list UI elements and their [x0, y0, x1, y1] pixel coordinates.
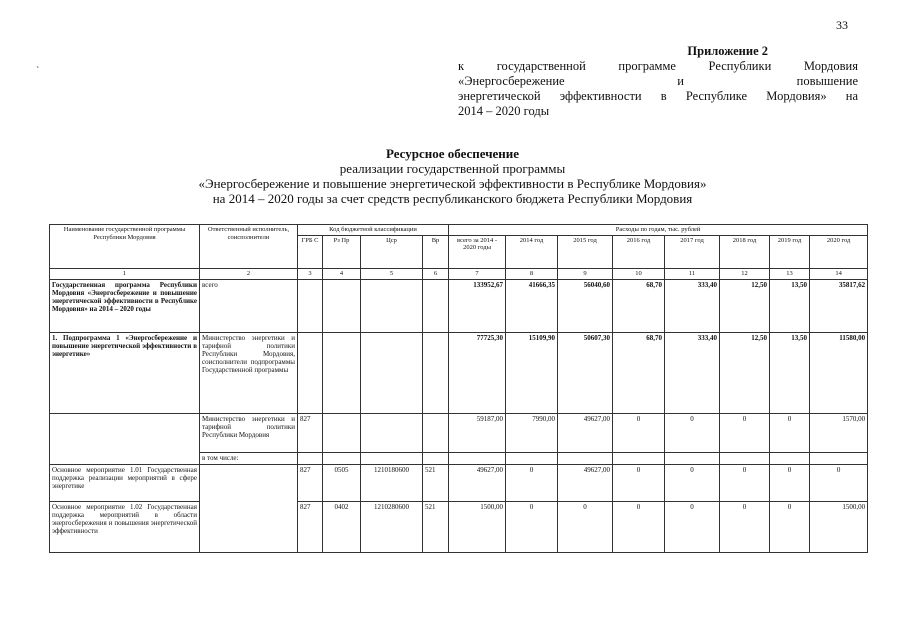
table-row-program: [50, 279, 868, 332]
header-year: 2014 год: [506, 235, 558, 268]
title-line: реализации государственной программы: [339, 161, 566, 176]
cell-empty: [720, 452, 770, 464]
cell-vr: [423, 413, 449, 452]
cell-empty: [298, 452, 323, 464]
table-row-subprogram: [50, 332, 868, 413]
page-number: 33: [836, 18, 848, 32]
cell-grbs: [298, 332, 323, 413]
cell-year: 0: [770, 464, 810, 501]
table-row-activity: [50, 464, 868, 501]
cell-grbs: 827: [298, 413, 323, 452]
cell-year: 0: [770, 413, 810, 452]
cell-year: 1570,00: [810, 413, 868, 452]
header-year: 2016 год: [613, 235, 665, 268]
column-number: 2: [200, 268, 298, 279]
cell-year: 13,50: [770, 279, 810, 332]
header-year: 2020 год: [810, 235, 868, 268]
column-number: 6: [423, 268, 449, 279]
cell-year: 0: [810, 464, 868, 501]
cell-empty: [449, 452, 506, 464]
column-number: 3: [298, 268, 323, 279]
column-number: 11: [665, 268, 720, 279]
header-year: 2018 год: [720, 235, 770, 268]
appendix-line: к государственной программе Республики Мордовия: [458, 59, 858, 73]
cell-year: 0: [720, 501, 770, 552]
cell-total: 1500,00: [449, 501, 506, 552]
cell-empty: [323, 452, 361, 464]
cell-year: 1500,00: [810, 501, 868, 552]
column-number: 4: [323, 268, 361, 279]
cell-grbs: 827: [298, 501, 323, 552]
cell-name: 1. Подпрограмма 1 «Энергосбережение и повышение энергетической эффективности в энергетике»: [50, 332, 200, 413]
cell-year: 12,50: [720, 332, 770, 413]
cell-name: Основное мероприятие 1.02 Государственная поддержка мероприятий в области энергосбережения и повышения энергетической эффективности: [50, 501, 200, 552]
cell-empty: [613, 452, 665, 464]
cell-year: 0: [613, 464, 665, 501]
cell-year: 56040,60: [558, 279, 613, 332]
resource-table: [49, 224, 868, 553]
cell-empty: [665, 452, 720, 464]
cell-year: 49627,00: [558, 464, 613, 501]
table-row-ministry: [50, 413, 868, 452]
header-year: 2017 год: [665, 235, 720, 268]
cell-rzpr: [323, 332, 361, 413]
cell-vr: [423, 279, 449, 332]
header-total: всего за 2014 - 2020 годы: [449, 235, 506, 268]
cell-rzpr: [323, 279, 361, 332]
cell-including: в том числе:: [200, 452, 298, 464]
cell-grbs: [298, 279, 323, 332]
header-grbs: ГРБ С: [298, 235, 323, 268]
cell-executor: Министерство энергетики и тарифной политики Республики Мордовия: [200, 413, 298, 452]
cell-vr: 521: [423, 464, 449, 501]
header-csr: Цср: [361, 235, 423, 268]
cell-year: 68,70: [613, 279, 665, 332]
cell-csr: [361, 279, 423, 332]
cell-year: 41666,35: [506, 279, 558, 332]
cell-year: 0: [720, 413, 770, 452]
cell-empty: [810, 452, 868, 464]
cell-csr: [361, 332, 423, 413]
cell-rzpr: [323, 413, 361, 452]
cell-empty: [506, 452, 558, 464]
cell-year: 15109,90: [506, 332, 558, 413]
column-number: 7: [449, 268, 506, 279]
cell-year: 0: [613, 501, 665, 552]
title-line: на 2014 – 2020 годы за счет средств республиканского бюджета Республики Мордовия: [212, 191, 693, 206]
cell-year: 0: [613, 413, 665, 452]
cell-year: 0: [665, 464, 720, 501]
cell-executor: Министерство энергетики и тарифной политики Республики Мордовия, соисполнители подпрограммы Государственной программы: [200, 332, 298, 413]
header-budget-code: Код бюджетной классификации: [298, 225, 449, 236]
cell-year: 13,50: [770, 332, 810, 413]
header-expenses: Расходы по годам, тыс. рублей: [449, 225, 868, 236]
cell-rzpr: 0402: [323, 501, 361, 552]
column-number: 14: [810, 268, 868, 279]
column-number: 5: [361, 268, 423, 279]
cell-year: 11580,00: [810, 332, 868, 413]
cell-name: Государственная программа Республики Мордовия «Энергосбережение и повышение энергетической эффективности в Республике Мордовия» на 2014 – 2020 годы: [50, 279, 200, 332]
cell-year: 0: [720, 464, 770, 501]
cell-total: 49627,00: [449, 464, 506, 501]
cell-year: 0: [558, 501, 613, 552]
title-line: Ресурсное обеспечение: [385, 146, 520, 161]
cell-grbs: 827: [298, 464, 323, 501]
cell-empty: [558, 452, 613, 464]
cell-year: 7990,00: [506, 413, 558, 452]
scan-mark: `: [36, 66, 40, 77]
table-header-row: [50, 225, 868, 236]
cell-total: 133952,67: [449, 279, 506, 332]
column-number: 12: [720, 268, 770, 279]
cell-year: 0: [665, 413, 720, 452]
cell-csr: 1210180600: [361, 464, 423, 501]
cell-year: 333,40: [665, 332, 720, 413]
cell-total: 77725,30: [449, 332, 506, 413]
cell-year: 0: [665, 501, 720, 552]
cell-year: 0: [506, 501, 558, 552]
table-row-activity: [50, 501, 868, 552]
column-number: 10: [613, 268, 665, 279]
cell-year: 35817,62: [810, 279, 868, 332]
cell-csr: [361, 413, 423, 452]
cell-year: 0: [506, 464, 558, 501]
cell-year: 0: [770, 501, 810, 552]
column-number: 1: [50, 268, 200, 279]
header-executor: Ответственный исполнитель, соисполнители: [200, 225, 298, 269]
cell-total: 59187,00: [449, 413, 506, 452]
cell-empty: [361, 452, 423, 464]
column-number-row: [50, 268, 868, 279]
header-rzpr: Рз Пр: [323, 235, 361, 268]
cell-csr: 1210280600: [361, 501, 423, 552]
column-number: 13: [770, 268, 810, 279]
cell-year: 50607,30: [558, 332, 613, 413]
header-vr: Вр: [423, 235, 449, 268]
header-year: 2015 год: [558, 235, 613, 268]
cell-empty: [770, 452, 810, 464]
appendix-block: [458, 44, 858, 119]
cell-name: Основное мероприятие 1.01 Государственная поддержка реализации мероприятий в сфере энергетике: [50, 464, 200, 501]
document-title: [0, 146, 905, 206]
cell-vr: 521: [423, 501, 449, 552]
cell-year: 333,40: [665, 279, 720, 332]
cell-year: 68,70: [613, 332, 665, 413]
appendix-title: Приложение 2: [687, 44, 768, 58]
cell-vr: [423, 332, 449, 413]
cell-rzpr: 0505: [323, 464, 361, 501]
cell-year: 49627,00: [558, 413, 613, 452]
column-number: 8: [506, 268, 558, 279]
cell-name-empty: [50, 413, 200, 464]
cell-empty: [423, 452, 449, 464]
header-year: 2019 год: [770, 235, 810, 268]
cell-year: 12,50: [720, 279, 770, 332]
cell-executor: всего: [200, 279, 298, 332]
appendix-line: энергетической эффективности в Республике Мордовия» на: [458, 89, 858, 103]
title-line: «Энергосбережение и повышение энергетической эффективности в Республике Мордовия»: [198, 176, 707, 191]
appendix-line: «Энергосбережение и повышение: [458, 74, 858, 88]
column-number: 9: [558, 268, 613, 279]
header-name: Наименование государственной программы Республики Мордовия: [50, 225, 200, 269]
cell-executor-empty: [200, 464, 298, 552]
appendix-line: 2014 – 2020 годы: [458, 104, 550, 118]
